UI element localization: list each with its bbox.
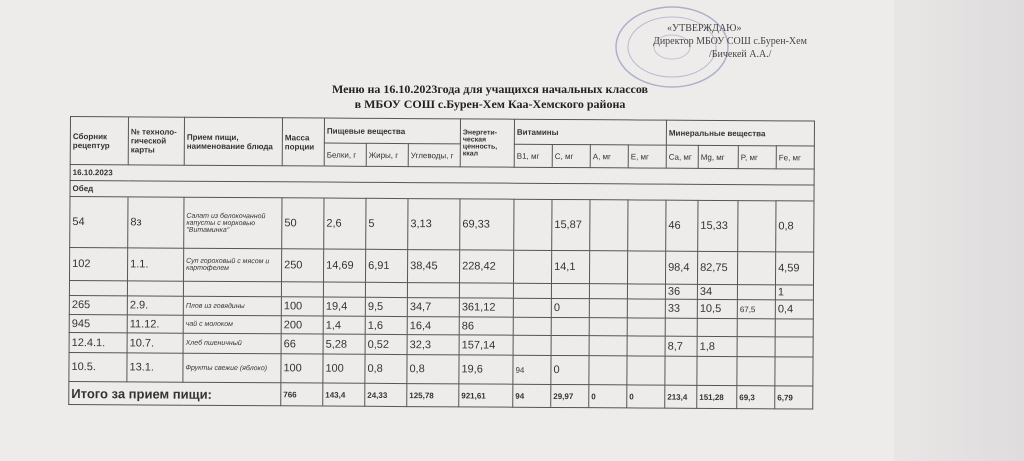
cell-kcal: 361,12	[459, 298, 513, 317]
cell-c1: 945	[69, 314, 127, 332]
subheader-carbs: Углеводы, г	[408, 144, 460, 167]
cell-u: 32,3	[407, 335, 459, 355]
cell-fe	[775, 337, 813, 357]
cell-c1	[69, 281, 127, 296]
cell-mg	[697, 356, 737, 385]
menu-table	[68, 116, 815, 410]
cell-ca: 46	[666, 200, 698, 251]
cell-mg: 15,33	[698, 200, 738, 251]
total-label: Итого за прием пищи:	[69, 381, 281, 405]
cell-fe: 1	[775, 285, 813, 300]
subheader-mg: Mg, мг	[698, 145, 738, 168]
cell-u: 16,4	[407, 317, 459, 335]
cell-j: 5	[366, 198, 408, 249]
menu-row	[69, 352, 813, 386]
cell-u: 0,8	[407, 355, 459, 384]
cell-c2	[127, 281, 183, 296]
cell-fe	[775, 319, 813, 337]
cell-fe: 0,4	[775, 300, 813, 319]
subheader-fat: Жиры, г	[366, 143, 408, 166]
total-ca: 213,4	[665, 385, 697, 408]
cell-j: 1,6	[365, 316, 407, 334]
title-line2: в МБОУ СОШ с.Бурен-Хем Каа-Хемского района	[354, 97, 626, 111]
total-c: 29,97	[551, 384, 589, 407]
cell-name: Фрукты свежие (яблоко)	[183, 353, 281, 383]
cell-fe	[775, 357, 813, 386]
subheader-ca: Ca, мг	[666, 145, 698, 168]
cell-a	[589, 318, 627, 336]
cell-ca: 33	[665, 299, 697, 318]
cell-mass: 100	[281, 354, 323, 383]
cell-ca: 36	[665, 284, 697, 299]
subheader-p: P, мг	[738, 146, 776, 169]
cell-fe: 0,8	[776, 201, 814, 252]
cell-j: 6,91	[365, 249, 407, 282]
cell-name: чай с молоком	[183, 315, 281, 334]
cell-b: 100	[323, 354, 365, 383]
cell-c2: 8з	[128, 197, 184, 248]
cell-b1: 94	[513, 355, 551, 384]
subheader-b1: B1, мг	[514, 144, 552, 167]
cell-p	[737, 357, 775, 386]
cell-e	[627, 284, 665, 299]
cell-b1	[513, 283, 551, 298]
cell-e	[628, 200, 666, 251]
cell-kcal: 228,42	[459, 250, 513, 283]
cell-b1	[514, 199, 552, 250]
total-p: 69,3	[737, 386, 775, 409]
cell-c2: 1.1.	[127, 248, 183, 281]
cell-e	[627, 336, 665, 356]
title-line1: Меню на 16.10.2023года для учащихся начальных классов	[331, 82, 649, 96]
cell-c: 0	[551, 355, 589, 384]
cell-name	[183, 281, 281, 297]
cell-a	[589, 251, 627, 284]
cell-mg: 82,75	[697, 251, 737, 284]
header-food-substances: Пищевые вещества	[324, 118, 460, 144]
cell-c1: 265	[69, 295, 127, 314]
total-protein: 143,4	[323, 383, 365, 406]
cell-e	[627, 299, 665, 318]
cell-u	[407, 283, 459, 298]
cell-mass: 100	[281, 297, 323, 316]
cell-u: 34,7	[407, 298, 459, 317]
cell-b1	[513, 250, 551, 283]
cell-j: 0,52	[365, 334, 407, 354]
approval-line3: /Бичекей А.А./	[709, 49, 772, 60]
cell-ca: 8,7	[665, 336, 697, 356]
header-mass: Масса порции	[282, 118, 324, 166]
cell-name: Салат из белокочанной капусты с морковью "Витаминка"	[184, 197, 282, 249]
cell-e	[627, 318, 665, 336]
cell-name: Плов из говядины	[183, 296, 281, 316]
cell-c: 0	[551, 298, 589, 317]
subheader-a: A, мг	[590, 145, 628, 168]
cell-b: 14,69	[323, 249, 365, 282]
cell-c: 14,1	[551, 250, 589, 283]
cell-e	[627, 251, 665, 284]
total-b1: 94	[513, 384, 551, 407]
cell-mg: 1,8	[697, 336, 737, 356]
subheader-protein: Белки, г	[324, 143, 366, 166]
cell-kcal: 86	[459, 317, 513, 335]
cell-mass: 66	[281, 334, 323, 354]
cell-mg	[697, 318, 737, 336]
menu-row	[69, 248, 813, 286]
cell-mass: 50	[282, 198, 324, 249]
cell-c	[551, 283, 589, 298]
cell-b: 5,28	[323, 334, 365, 354]
cell-ca	[665, 318, 697, 336]
menu-row	[70, 197, 814, 253]
cell-p	[738, 201, 776, 252]
menu-date: 16.10.2023	[70, 165, 814, 186]
total-a: 0	[589, 385, 627, 408]
cell-mass: 200	[281, 316, 323, 334]
cell-e	[627, 356, 665, 385]
approval-line2: Директор МБОУ СОШ с.Бурен-Хем	[653, 36, 807, 47]
cell-b: 2,6	[324, 198, 366, 249]
header-vitamins: Витамины	[514, 119, 666, 145]
total-fat: 24,33	[365, 383, 407, 406]
header-minerals: Минеральные вещества	[666, 120, 814, 146]
cell-c1: 54	[70, 197, 128, 248]
cell-u: 38,45	[407, 250, 459, 283]
header-row	[70, 117, 814, 147]
cell-p: 67,5	[737, 300, 775, 319]
cell-u: 3,13	[408, 199, 460, 250]
cell-kcal: 19,6	[459, 355, 513, 384]
cell-a	[589, 336, 627, 356]
total-row	[69, 381, 813, 409]
total-mass: 766	[281, 383, 323, 406]
cell-fe: 4,59	[775, 252, 813, 285]
cell-mg: 34	[697, 284, 737, 299]
document-title	[240, 82, 740, 112]
meal-name: Обед	[70, 181, 814, 202]
cell-ca	[665, 356, 697, 385]
cell-j	[365, 282, 407, 297]
cell-a	[589, 356, 627, 385]
cell-c1: 10.5.	[69, 352, 127, 381]
menu-rows	[69, 197, 814, 387]
cell-c2: 2.9.	[127, 296, 183, 315]
cell-p	[737, 319, 775, 337]
cell-j: 0,8	[365, 354, 407, 383]
cell-b1	[513, 317, 551, 335]
cell-c: 15,87	[552, 199, 590, 250]
header-tech-card: № техноло-гической карты	[128, 117, 184, 165]
cell-p	[737, 252, 775, 285]
total-carbs: 125,78	[407, 384, 459, 407]
cell-kcal: 157,14	[459, 335, 513, 355]
total-kcal: 921,61	[459, 384, 513, 407]
cell-mg: 10,5	[697, 299, 737, 318]
cell-c1: 12.4.1.	[69, 332, 127, 352]
cell-c	[551, 335, 589, 355]
cell-a	[589, 299, 627, 318]
cell-name: Хлеб пшеничный	[183, 333, 281, 354]
cell-kcal	[459, 283, 513, 298]
cell-c	[551, 317, 589, 335]
cell-b	[323, 282, 365, 297]
cell-ca: 98,4	[665, 251, 697, 284]
header-dish: Прием пищи, наименование блюда	[184, 117, 282, 166]
cell-name: Суп гороховый с мясом и картофелем	[183, 248, 281, 282]
subheader-e: E, мг	[628, 145, 666, 168]
total-e: 0	[627, 385, 665, 408]
cell-mass: 250	[281, 249, 323, 282]
header-energy: Энергети-ческая ценность, ккал	[460, 119, 514, 167]
total-fe: 6,79	[775, 386, 813, 409]
page-edge	[894, 0, 1024, 461]
cell-mass	[281, 282, 323, 297]
total-mg: 151,28	[697, 385, 737, 408]
cell-b: 1,4	[323, 316, 365, 334]
cell-c2: 10.7.	[127, 333, 183, 353]
cell-j: 9,5	[365, 297, 407, 316]
approval-line1: «УТВЕРЖДАЮ»	[667, 23, 742, 34]
header-collection: Сборник рецептур	[70, 117, 128, 165]
cell-b1	[513, 335, 551, 355]
cell-c2: 13.1.	[127, 353, 183, 382]
cell-c2: 11.12.	[127, 315, 183, 333]
cell-p	[737, 337, 775, 357]
cell-a	[589, 284, 627, 299]
cell-a	[590, 200, 628, 251]
cell-c1: 102	[69, 248, 127, 281]
cell-kcal: 69,33	[460, 199, 514, 250]
cell-p	[737, 285, 775, 300]
cell-b: 19,4	[323, 297, 365, 316]
cell-b1	[513, 298, 551, 317]
approval-block	[645, 22, 807, 61]
subheader-c: C, мг	[552, 144, 590, 167]
subheader-fe: Fe, мг	[776, 146, 814, 169]
